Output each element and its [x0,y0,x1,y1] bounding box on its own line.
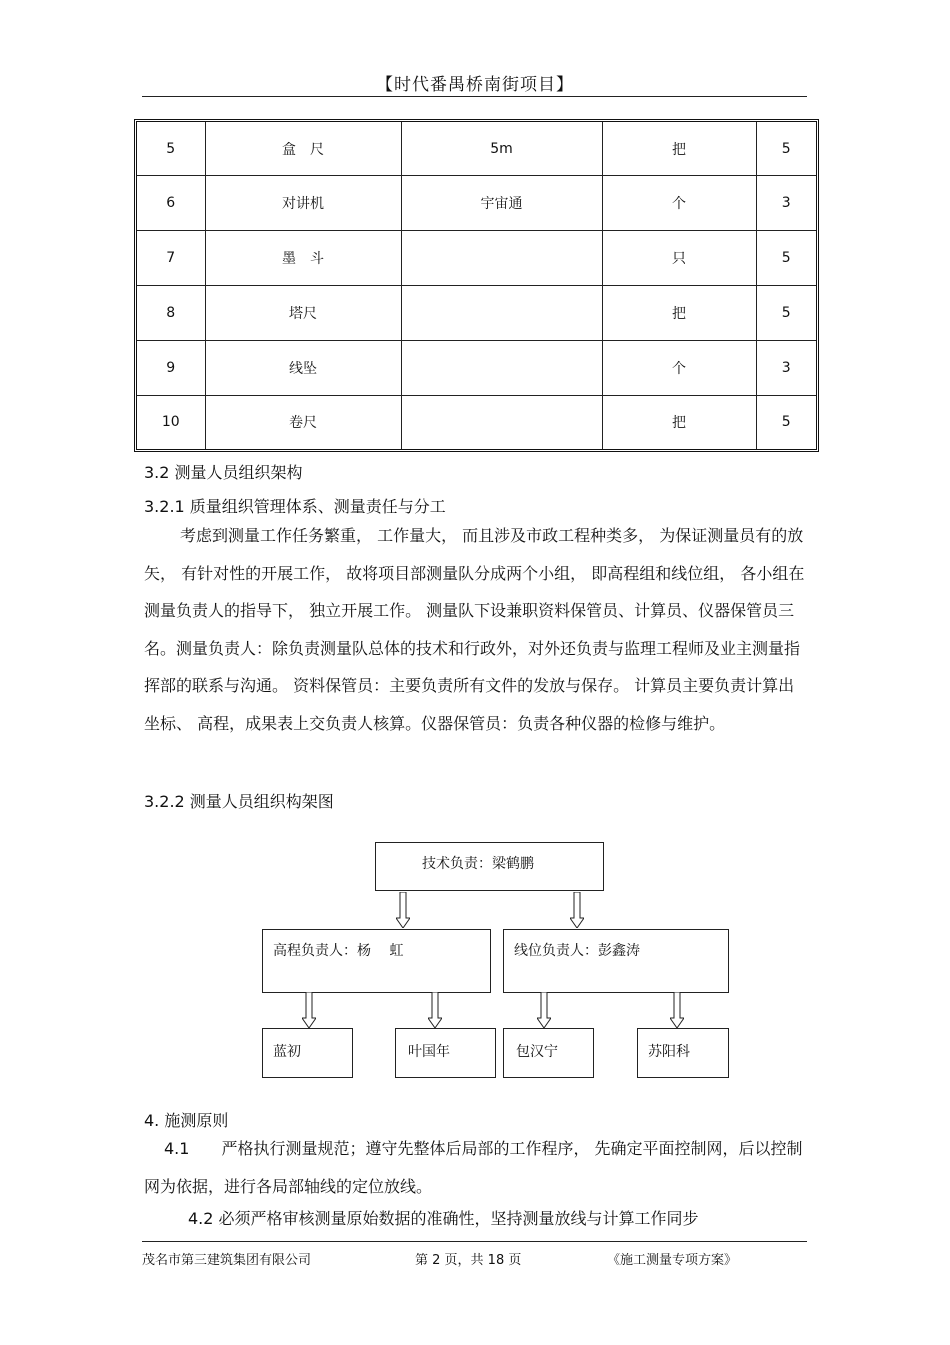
model-cell: 宇宙通 [401,176,602,231]
paragraph-text: 4.1 严格执行测量规范；遵守先整体后局部的工作程序， 先确定平面控制网，后以控制网为依据，进行各局部轴线的定位放线。 [144,1139,803,1196]
org-box-position-lead: 线位负责人：彭鑫涛 [503,929,729,993]
item-name-cell: 墨 斗 [205,231,401,286]
item-name-cell: 卷尺 [205,395,401,449]
header-divider [142,96,807,97]
org-box-elevation-lead: 高程负责人：杨 虹 [262,929,491,993]
model-cell [401,285,602,340]
section-3-2-2-heading: 3.2.2 测量人员组织构架图 [144,792,334,811]
model-cell [401,231,602,286]
item-name-cell: 线坠 [205,340,401,395]
arrow-down-icon [396,892,410,928]
org-box-member: 包汉宁 [503,1028,594,1078]
paragraph-4-2: 4.2 必须严格审核测量原始数据的准确性，坚持测量放线与计算工作同步 [188,1209,699,1228]
table-row [137,340,816,395]
unit-cell: 把 [602,285,756,340]
paragraph-4-1 [144,1130,806,1205]
paragraph-text: 考虑到测量工作任务繁重， 工作量大， 而且涉及市政工程种类多， 为保证测量员有的放矢， 有针对性的开展工作， 故将项目部测量队分成两个小组， 即高程组和线位组， 各小组在测量负责人的指导下， 独立开展工作。 测量队下设兼职资料保管员、计算员、仪器保管员三名。测量负责人：除负责测量队总体的技术和行政外，对外还负责与监理工程师及业主测量指挥部的联系与沟通。 资料保管员：主要负责所有文件的发放与保存。 计算员主要负责计算出坐标、 高程，成果表上交负责人核算。仪器保管员：负责各种仪器的检修与维护。 [144,526,805,733]
table-row [137,285,816,340]
row-number-cell: 10 [137,395,205,449]
arrow-down-icon [670,992,684,1028]
quantity-cell: 5 [756,285,816,340]
footer-company: 茂名市第三建筑集团有限公司 [142,1253,312,1268]
row-number-cell: 5 [137,122,205,176]
header-title: 【时代番禺桥南街项目】 [376,75,574,95]
arrow-down-icon [428,992,442,1028]
paragraph-measurement-duties [144,517,806,742]
table-row [137,176,816,231]
model-cell: 5m [401,122,602,176]
org-box-member: 蓝初 [262,1028,353,1078]
footer-divider [142,1241,807,1242]
equipment-table [134,119,819,452]
org-box-technical-lead: 技术负责：梁鹤鹏 [375,842,604,891]
footer-document-title: 《施工测量专项方案》 [607,1253,738,1268]
table-row [137,395,816,449]
quantity-cell: 5 [756,231,816,286]
quantity-cell: 3 [756,176,816,231]
arrow-down-icon [537,992,551,1028]
arrow-down-icon [570,892,584,928]
model-cell [401,395,602,449]
unit-cell: 个 [602,176,756,231]
row-number-cell: 6 [137,176,205,231]
section-3-2-1-heading: 3.2.1 质量组织管理体系、测量责任与分工 [144,497,446,516]
row-number-cell: 9 [137,340,205,395]
unit-cell: 个 [602,340,756,395]
quantity-cell: 5 [756,395,816,449]
item-name-cell: 盒 尺 [205,122,401,176]
org-box-member: 叶国年 [395,1028,496,1078]
table-row [137,122,816,176]
arrow-down-icon [302,992,316,1028]
section-3-2-heading: 3.2 测量人员组织架构 [144,463,303,482]
unit-cell: 只 [602,231,756,286]
unit-cell: 把 [602,395,756,449]
row-number-cell: 7 [137,231,205,286]
footer-page-number: 第 2 页，共 18 页 [415,1253,522,1268]
row-number-cell: 8 [137,285,205,340]
item-name-cell: 塔尺 [205,285,401,340]
section-4-heading: 4. 施测原则 [144,1111,229,1130]
quantity-cell: 5 [756,122,816,176]
quantity-cell: 3 [756,340,816,395]
model-cell [401,340,602,395]
unit-cell: 把 [602,122,756,176]
org-box-member: 苏阳科 [637,1028,729,1078]
table-row [137,231,816,286]
item-name-cell: 对讲机 [205,176,401,231]
